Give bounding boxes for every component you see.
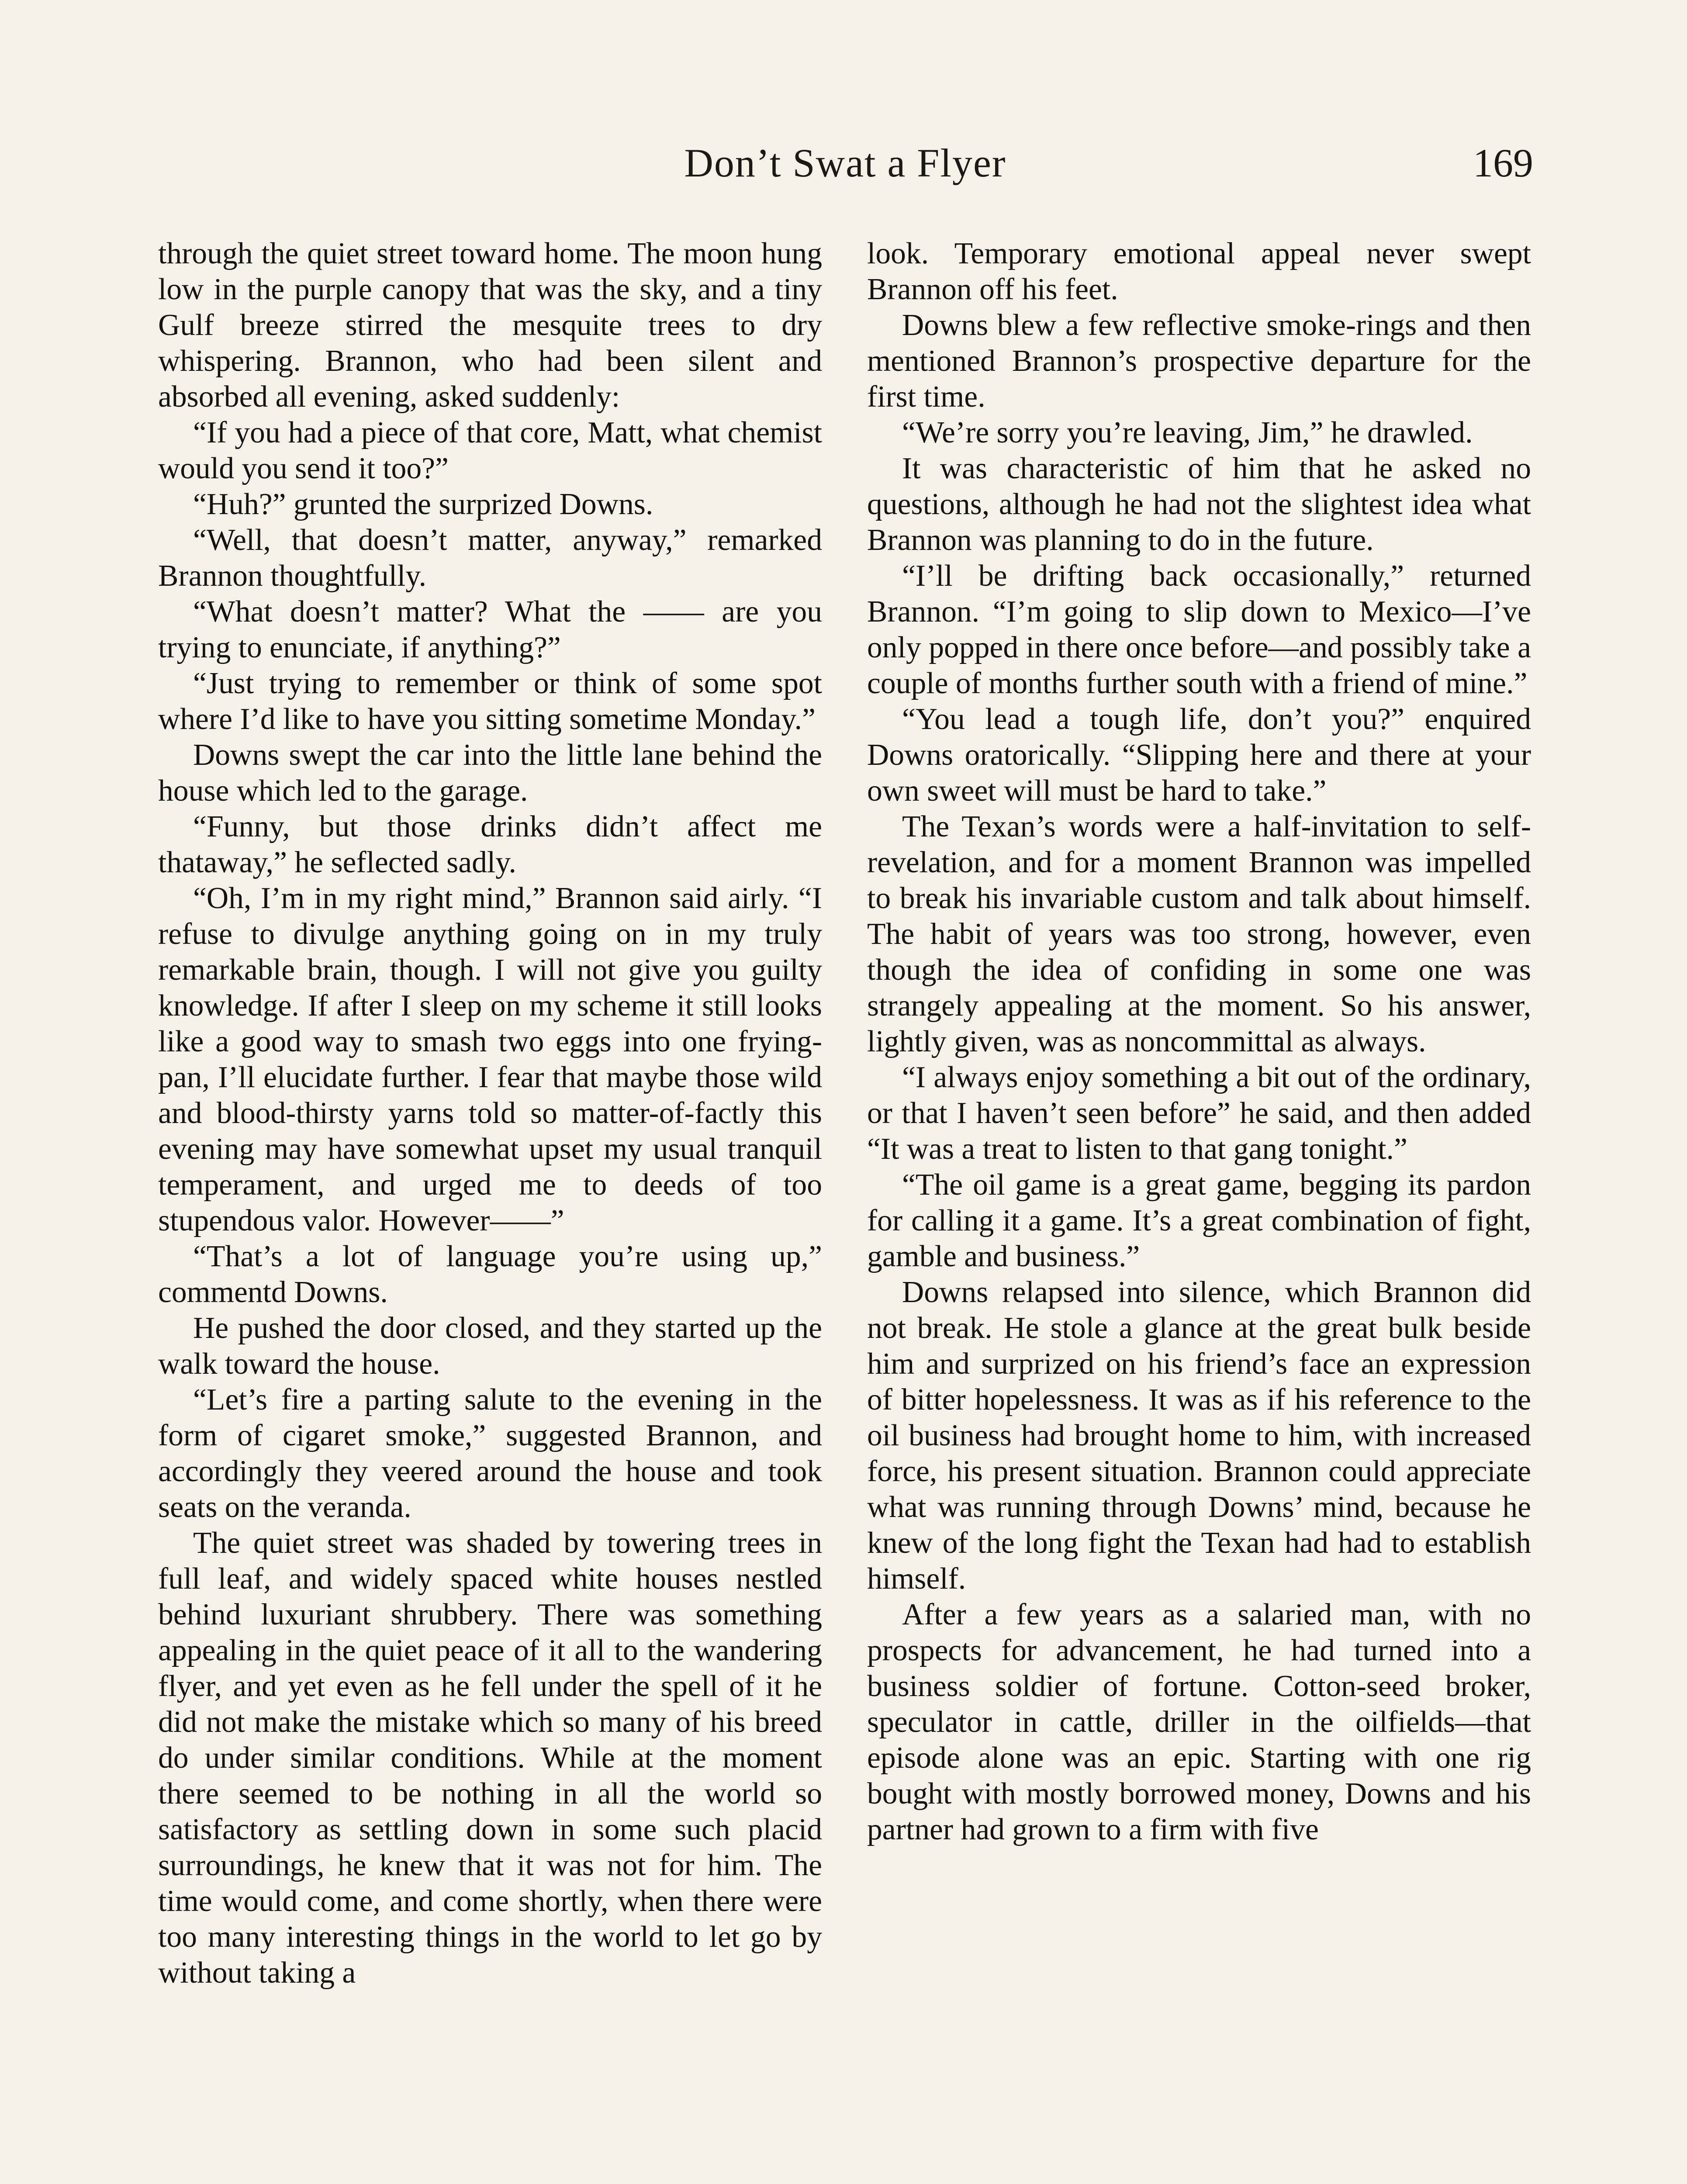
paragraph: Downs relapsed into silence, which Brannon did not break. He stole a glance at the great bulk beside him and surprized on his friend’s face an expression of bitter hopelessness. It was as if his reference to the oil business had brought home to him, with increased force, his present situation. Brannon could appreciate what was running through Downs’ mind, because he knew of the long fight the Texan had had to establish himself. — [867, 1275, 1531, 1596]
paragraph: “Well, that doesn’t matter, anyway,” remarked Brannon thoughtfully. — [158, 523, 822, 593]
paragraph: The quiet street was shaded by towering trees in full leaf, and widely spaced white houses nestled behind luxuriant shrubbery. There was something appealing in the quiet peace of it all to the wandering flyer, and yet even as he fell under the spell of it he did not make the mistake which so many of his breed do under similar conditions. While at the moment there seemed to be nothing in all the world so satisfactory as settling down in some such placid surroundings, he knew that it was not for him. The time would come, and come shortly, when there were too many interesting things in the world to let go by without taking a — [158, 1526, 822, 1990]
paragraph: through the quiet street toward home. The moon hung low in the purple canopy that was the sky, and a tiny Gulf breeze stirred the mesquite trees to dry whispering. Brannon, who had been silent and absorbed all evening, asked suddenly: — [158, 237, 822, 414]
page-number: 169 — [1473, 141, 1533, 185]
paragraph: look. Temporary emotional appeal never swept Brannon off his feet. — [867, 237, 1531, 306]
paragraph: Downs blew a few reflective smoke-rings and then mentioned Brannon’s prospective departure for the first time. — [867, 308, 1531, 414]
paragraph: “Oh, I’m in my right mind,” Brannon said airly. “I refuse to divulge anything going on in my truly remarkable brain, though. I will not give you guilty knowledge. If after I sleep on my scheme it still looks like a good way to smash two eggs into one frying-pan, I’ll elucidate further. I fear that maybe those wild and blood-thirsty yarns told so matter-of-factly this evening may have somewhat upset my usual tranquil temperament, and urged me to deeds of too stupendous valor. However——” — [158, 881, 822, 1237]
paragraph: “You lead a tough life, don’t you?” enquired Downs oratorically. “Slipping here and there at your own sweet will must be hard to take.” — [867, 702, 1531, 808]
running-title: Don’t Swat a Flyer — [684, 141, 1006, 185]
paragraph: “That’s a lot of language you’re using up,” commentd Downs. — [158, 1240, 822, 1309]
paragraph: It was characteristic of him that he asked no questions, although he had not the slightest idea what Brannon was planning to do in the future. — [867, 452, 1531, 557]
paragraph: “What doesn’t matter? What the —— are you trying to enunciate, if anything?” — [158, 595, 822, 664]
paragraph: “Huh?” grunted the surprized Downs. — [193, 487, 653, 521]
paragraph: “The oil game is a great game, begging its pardon for calling it a game. It’s a great combination of fight, gamble and business.” — [867, 1168, 1531, 1273]
paragraph: “We’re sorry you’re leaving, Jim,” he drawled. — [902, 416, 1473, 449]
paragraph: The Texan’s words were a half-invitation to self-revelation, and for a moment Brannon was impelled to break his invariable custom and talk about himself. The habit of years was too strong, however, even though the idea of confiding in some one was strangely appealing at the moment. So his answer, lightly given, was as noncommittal as always. — [867, 810, 1531, 1058]
paragraph: He pushed the door closed, and they started up the walk toward the house. — [158, 1311, 822, 1381]
paragraph: “Funny, but those drinks didn’t affect me thataway,” he seflected sadly. — [158, 810, 822, 879]
paragraph: “If you had a piece of that core, Matt, what chemist would you send it too?” — [158, 416, 822, 485]
paragraph: “Let’s fire a parting salute to the evening in the form of cigaret smoke,” suggested Brannon, and accordingly they veered around the house and took seats on the veranda. — [158, 1383, 822, 1524]
paragraph: “Just trying to remember or think of some spot where I’d like to have you sitting sometime Monday.” — [158, 667, 822, 736]
left-column — [158, 236, 822, 1991]
page-header — [157, 140, 1533, 214]
paragraph: “I always enjoy something a bit out of the ordinary, or that I haven’t seen before” he said, and then added “It was a treat to listen to that gang tonight.” — [867, 1061, 1531, 1166]
right-column — [867, 236, 1531, 1848]
paragraph: After a few years as a salaried man, with no prospects for advancement, he had turned into a business soldier of fortune. Cotton-seed broker, speculator in cattle, driller in the oilfields—that episode alone was an epic. Starting with one rig bought with mostly borrowed money, Downs and his partner had grown to a firm with five — [867, 1598, 1531, 1846]
paragraph: “I’ll be drifting back occasionally,” returned Brannon. “I’m going to slip down to Mexico—I’ve only popped in there once before—and possibly take a couple of months further south with a friend of mine.” — [867, 559, 1531, 700]
paragraph: Downs swept the car into the little lane behind the house which led to the garage. — [158, 738, 822, 808]
